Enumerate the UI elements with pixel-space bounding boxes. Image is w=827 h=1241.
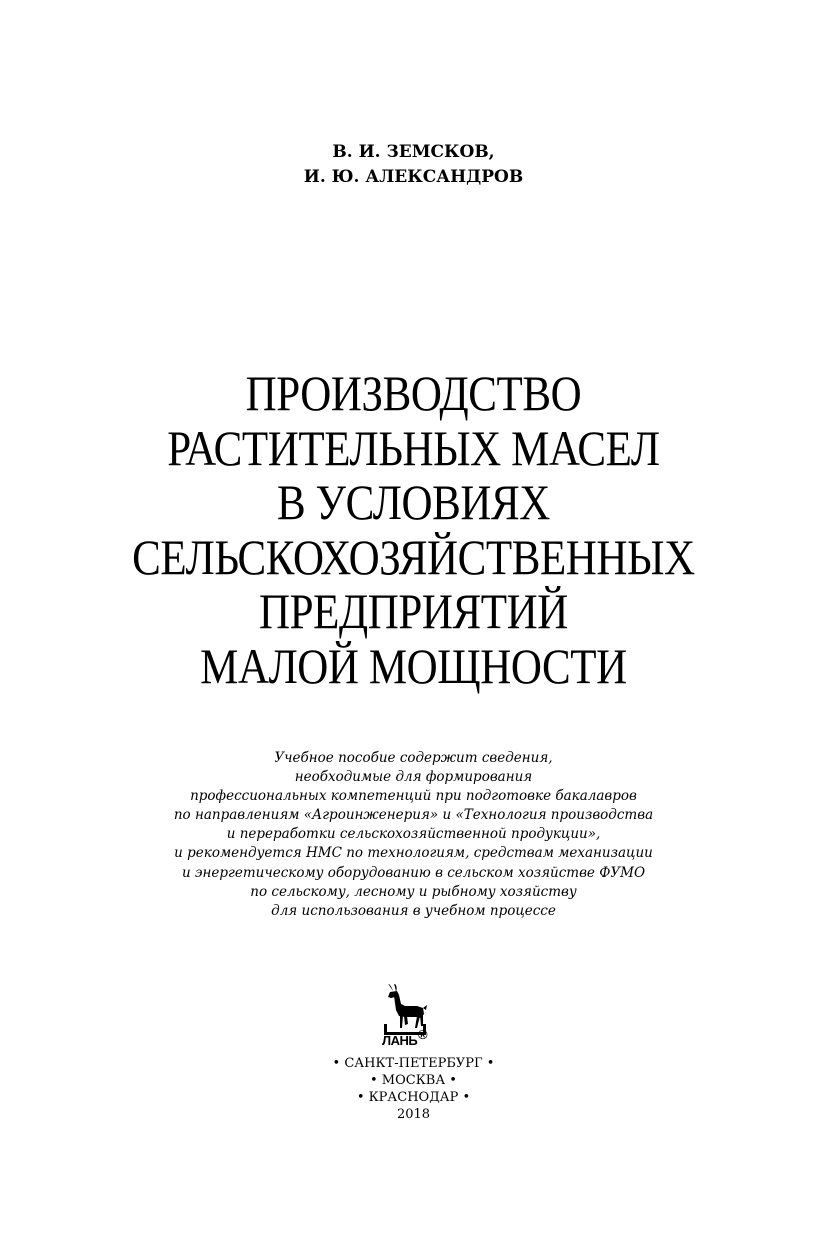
author-name: В. И. ЗЕМСКОВ,	[332, 142, 495, 162]
annotation-line: и рекомендуется НМС по технологиям, средствам механизации	[174, 845, 653, 862]
author-name: И. Ю. АЛЕКСАНДРОВ	[303, 167, 524, 187]
annotation-line: и энергетическому оборудованию в сельском хозяйстве ФУМО	[181, 864, 646, 881]
publisher-cities	[0, 1055, 827, 1123]
annotation-line: для использования в учебном процессе	[271, 902, 556, 919]
annotation-block	[0, 749, 827, 921]
authors-block	[0, 140, 827, 190]
publication-year: 2018	[396, 1107, 431, 1122]
city-line: • КРАСНОДАР •	[356, 1090, 471, 1105]
title-line: В УСЛОВИЯХ	[276, 474, 550, 530]
annotation-line: Учебное пособие содержит сведения,	[274, 750, 553, 766]
title-line: МАЛОЙ МОЩНОСТИ	[200, 637, 627, 694]
registered-mark: ®	[418, 1027, 428, 1042]
annotation-line: профессиональных компетенций при подготовке бакалавров	[190, 788, 637, 805]
title-line: СЕЛЬСКОХОЗЯЙСТВЕННЫХ	[132, 528, 695, 585]
annotation-line: и переработки сельскохозяйственной продукции»,	[226, 826, 601, 843]
city-line: • МОСКВА •	[370, 1073, 457, 1088]
annotation-line: по направлениям «Агроинженерия» и «Технология производства	[173, 807, 654, 824]
title-line: ПРЕДПРИЯТИЙ	[258, 583, 568, 639]
annotation-line: по сельскому, лесному и рыбному хозяйству	[250, 883, 577, 900]
city-line: • САНКТ-ПЕТЕРБУРГ •	[332, 1056, 495, 1071]
title-line: РАСТИТЕЛЬНЫХ МАСЕЛ	[167, 419, 660, 476]
title-line: ПРОИЗВОДСТВО	[245, 365, 582, 421]
annotation-line: необходимые для формирования	[294, 769, 533, 786]
publisher-logo	[377, 984, 437, 1050]
book-title	[58, 366, 769, 693]
publisher-name: ЛАНЬ	[382, 1033, 418, 1048]
